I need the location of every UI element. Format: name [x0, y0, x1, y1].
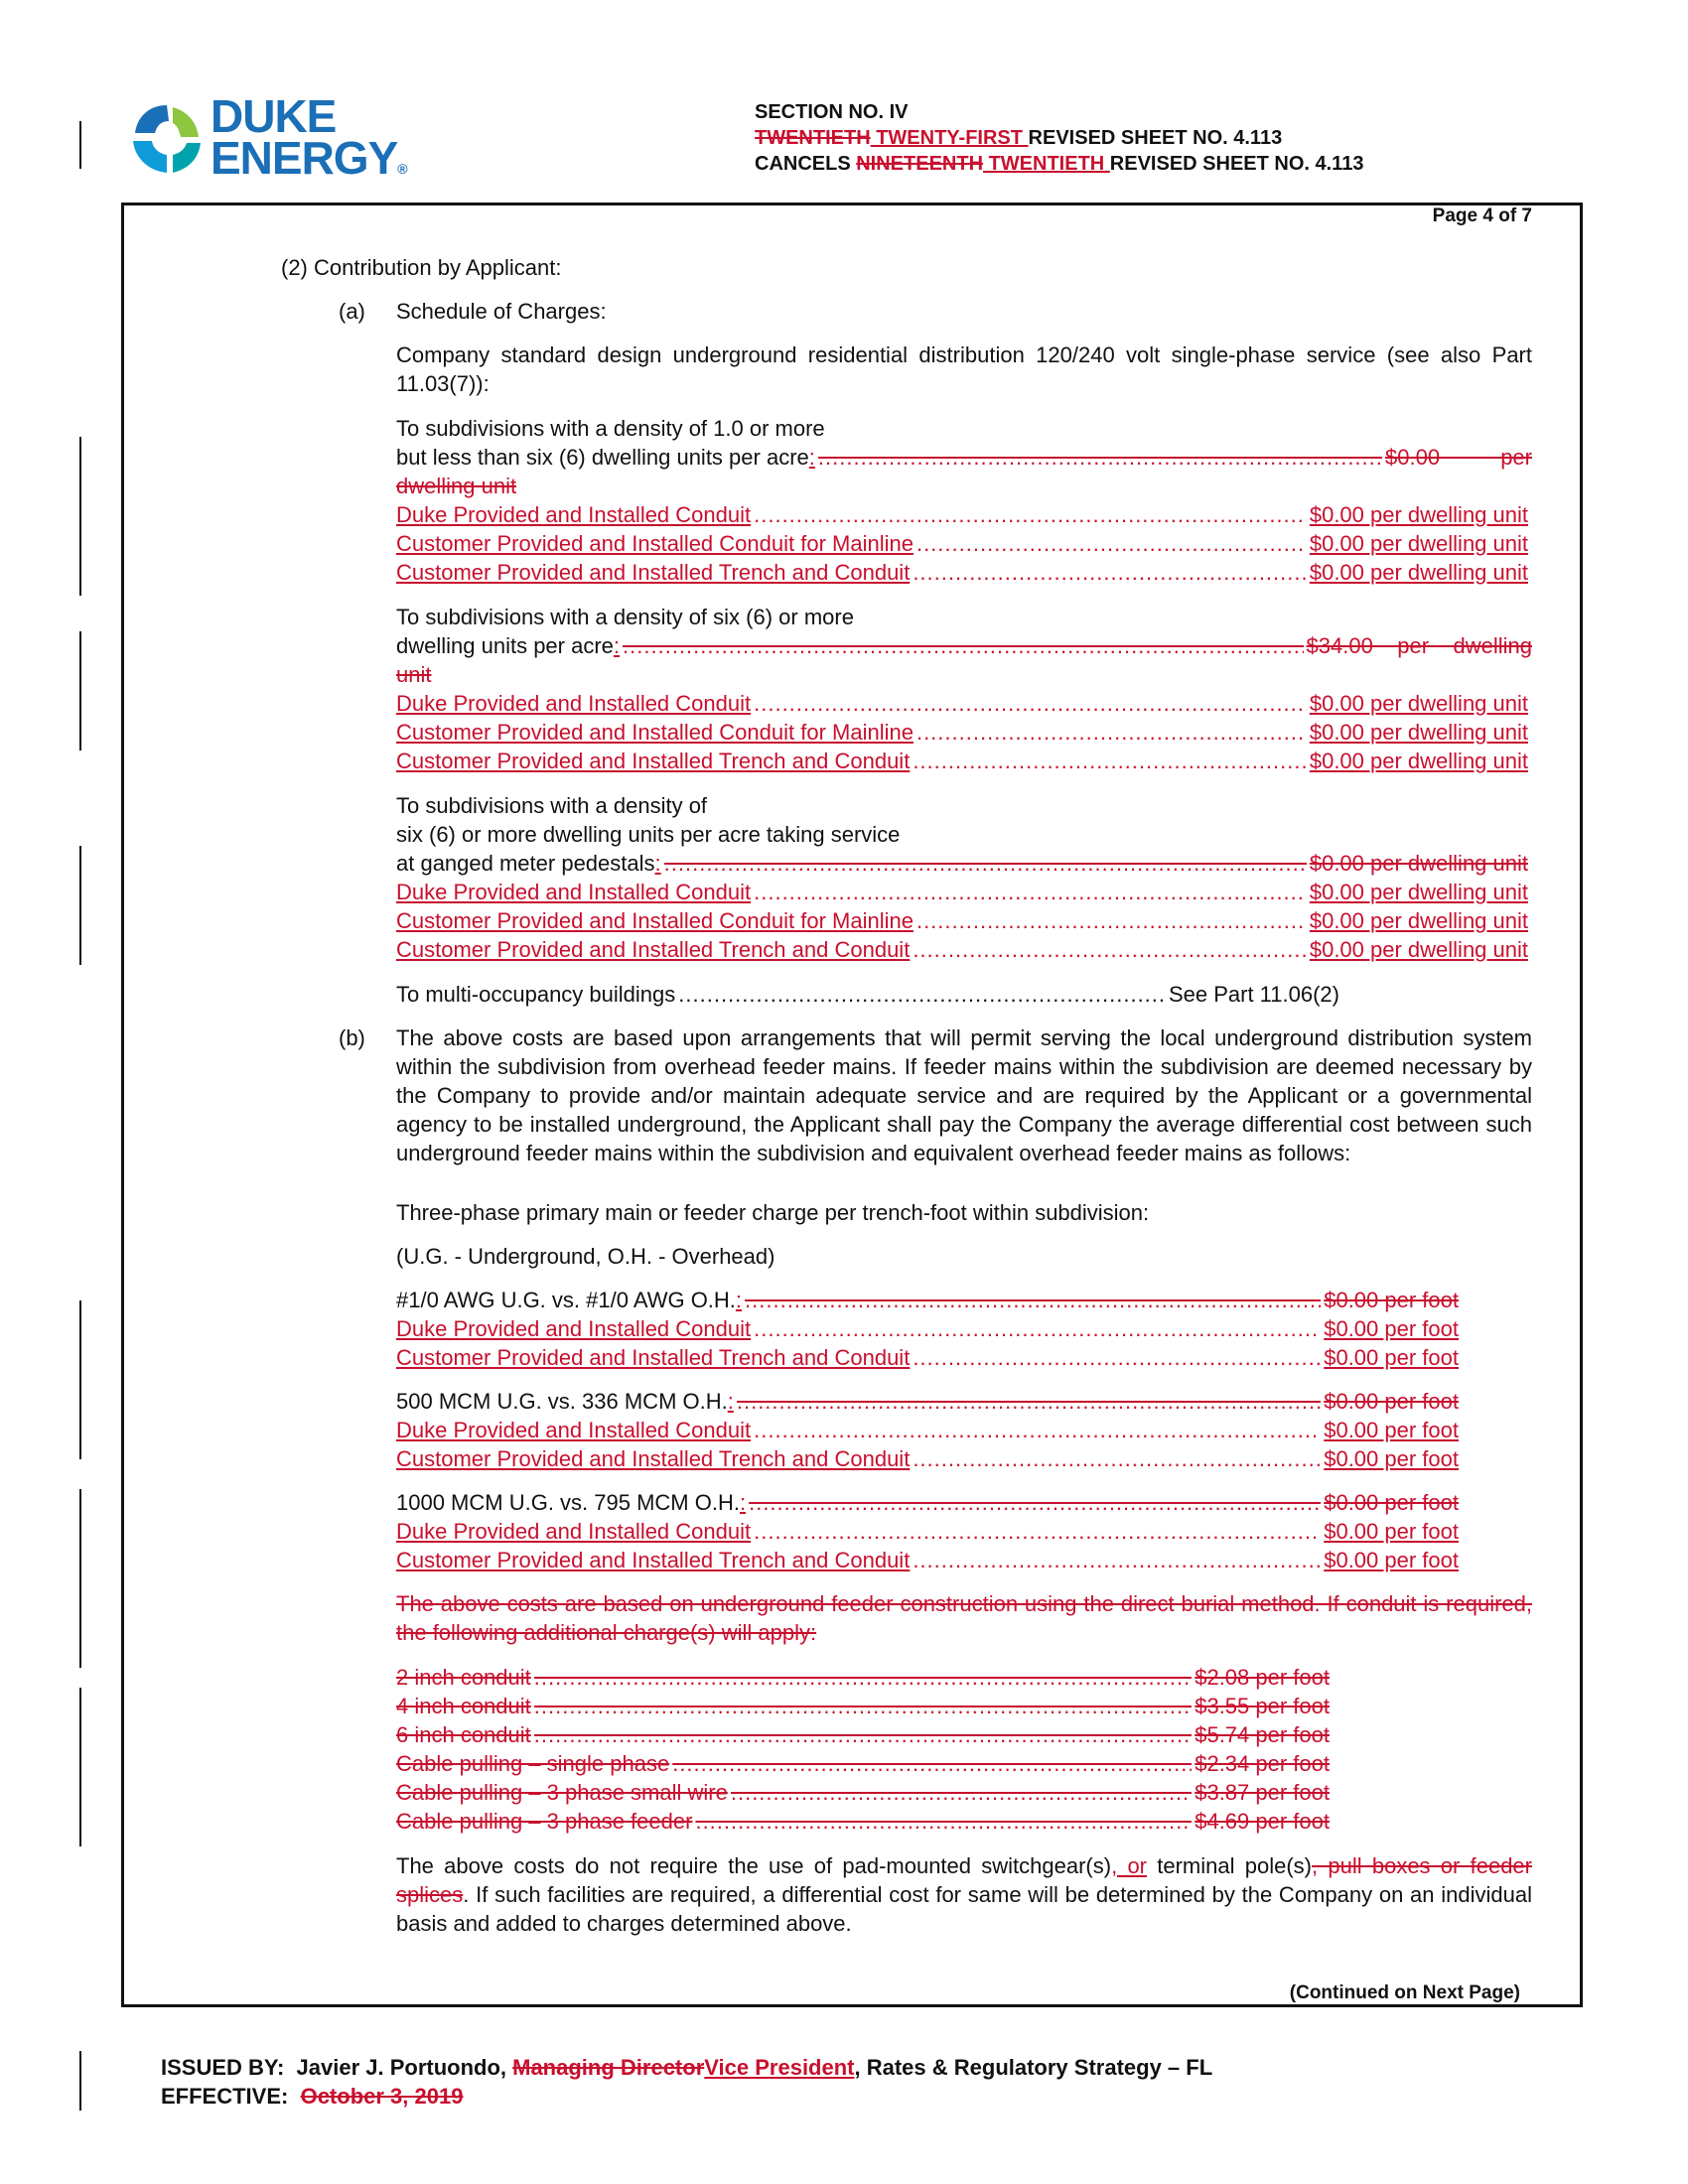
deleted-value: $0.00 per foot — [1324, 1389, 1459, 1414]
f2-row-1 — [396, 1444, 1459, 1473]
cancels-sheet-line — [755, 151, 1363, 177]
leader-dots — [664, 849, 1307, 878]
revised-sheet-line — [755, 125, 1363, 151]
row-value: $0.00 per dwelling unit — [1309, 560, 1528, 585]
leader-dots — [916, 906, 1307, 935]
row-label: 2 inch conduit — [396, 1665, 531, 1690]
row-value: $0.00 per dwelling unit — [1309, 502, 1528, 527]
row-label: 6 inch conduit — [396, 1722, 531, 1747]
deleted-text: TWENTIETH — [755, 127, 871, 149]
leader-dots — [913, 935, 1307, 964]
leader-dots — [913, 1444, 1321, 1473]
g2-row-1 — [396, 718, 1528, 747]
row-value: $0.00 per dwelling unit — [1309, 691, 1528, 716]
f3-deleted-row — [396, 1488, 1459, 1517]
leader-dots — [745, 1286, 1321, 1314]
g2-deleted-row — [396, 631, 1532, 660]
row-label: Duke Provided and Installed Conduit — [396, 502, 752, 527]
effective-label: EFFECTIVE: — [161, 2084, 289, 2109]
inserted-text: : — [808, 445, 815, 470]
row-label: Customer Provided and Installed Conduit for Mainline — [396, 720, 914, 745]
deleted-value: $0.00 per — [1385, 445, 1532, 470]
f1-row-0 — [396, 1314, 1459, 1343]
row-value: See Part 11.06(2) — [1168, 982, 1339, 1007]
para-text: . If such facilities are required, a differential cost for same will be determined by the Company on an individual basis and added to charges determined above. — [396, 1882, 1532, 1936]
sheet-footer — [161, 2053, 1212, 2111]
inserted-text: : — [613, 633, 621, 658]
change-bar — [79, 1489, 81, 1668]
leader-dots — [731, 1778, 1192, 1807]
leader-dots — [754, 1314, 1321, 1343]
f1-row-1 — [396, 1343, 1459, 1372]
conduit-row-0 — [396, 1663, 1330, 1692]
row-label: Cable pulling – single phase — [396, 1751, 670, 1776]
leader-dots — [754, 1517, 1321, 1546]
row-label: Customer Provided and Installed Trench and Conduit — [396, 1345, 911, 1370]
logo-line1: DUKE — [211, 90, 337, 142]
row-label: #1/0 AWG U.G. vs. #1/0 AWG O.H. — [396, 1288, 736, 1312]
f2-row-0 — [396, 1416, 1459, 1444]
row-label: Customer Provided and Installed Conduit for Mainline — [396, 531, 914, 556]
row-value: $0.00 per foot — [1324, 1446, 1459, 1471]
row-value: $0.00 per dwelling unit — [1309, 937, 1528, 962]
row-label: Customer Provided and Installed Trench and Conduit — [396, 1446, 911, 1471]
row-value: $0.00 per dwelling unit — [1309, 749, 1528, 773]
g3-line1: To subdivisions with a density of — [396, 793, 708, 818]
change-bar — [79, 631, 81, 751]
issued-label: ISSUED BY: — [161, 2055, 285, 2080]
row-label: Duke Provided and Installed Conduit — [396, 1519, 752, 1544]
row-label: Customer Provided and Installed Trench and Conduit — [396, 749, 911, 773]
deleted-text: NINETEENTH — [856, 153, 984, 175]
leader-dots — [737, 1387, 1321, 1416]
g1-deleted-row — [396, 443, 1532, 472]
deleted-value: $34.00 per dwelling — [1306, 633, 1532, 658]
row-value: $0.00 per dwelling unit — [1309, 880, 1528, 904]
change-bar — [79, 2051, 81, 2111]
g3-row-0 — [396, 878, 1528, 906]
row-value: $4.69 per foot — [1195, 1809, 1330, 1834]
g1-row-1 — [396, 529, 1528, 558]
row-label: 500 MCM U.G. vs. 336 MCM O.H. — [396, 1389, 728, 1414]
g3-line3: at ganged meter pedestals — [396, 851, 655, 876]
g3-row-2 — [396, 935, 1528, 964]
f3-row-0 — [396, 1517, 1459, 1546]
inserted-text: , or — [1111, 1853, 1147, 1878]
row-label: Duke Provided and Installed Conduit — [396, 1316, 752, 1341]
g3-deleted-row — [396, 849, 1528, 878]
item-b-label: (b) — [339, 1025, 365, 1050]
g2-line1: To subdivisions with a density of six (6) or more — [396, 605, 854, 629]
row-label: Customer Provided and Installed Trench and Conduit — [396, 1548, 911, 1572]
issued-by-line — [161, 2053, 1212, 2082]
row-value: $2.34 per foot — [1195, 1751, 1330, 1776]
leader-dots — [754, 878, 1307, 906]
leader-dots — [534, 1720, 1192, 1749]
conduit-row-4 — [396, 1778, 1330, 1807]
effective-line — [161, 2082, 1212, 2111]
leader-dots — [916, 718, 1307, 747]
deleted-text: October 3, 2019 — [300, 2084, 464, 2109]
leader-dots — [754, 689, 1307, 718]
conduit-row-5 — [396, 1807, 1330, 1836]
inserted-text: Vice President — [704, 2055, 855, 2080]
final-paragraph — [396, 1851, 1532, 1938]
conduit-row-1 — [396, 1692, 1330, 1720]
logo-mark-icon — [127, 99, 207, 179]
logo-line2: ENERGY — [211, 132, 398, 184]
tariff-sheet-box — [121, 203, 1583, 2007]
g1-row-2 — [396, 558, 1528, 587]
row-value: $3.55 per foot — [1195, 1694, 1330, 1718]
row-label: Duke Provided and Installed Conduit — [396, 691, 752, 716]
leader-dots — [913, 1546, 1321, 1574]
sheet-header — [755, 99, 1363, 177]
inserted-text: TWENTY-FIRST — [870, 127, 1029, 149]
row-label: Customer Provided and Installed Conduit for Mainline — [396, 908, 914, 933]
leader-dots — [749, 1488, 1321, 1517]
g3-line2: six (6) or more dwelling units per acre taking service — [396, 822, 901, 847]
change-bar — [79, 846, 81, 965]
leader-dots — [754, 1416, 1321, 1444]
deleted-value: $0.00 per foot — [1324, 1490, 1459, 1515]
row-value: $0.00 per dwelling unit — [1309, 720, 1528, 745]
row-value: $2.08 per foot — [1195, 1665, 1330, 1690]
row-label: Cable pulling – 3 phase feeder — [396, 1809, 693, 1834]
g1-line1: To subdivisions with a density of 1.0 or more — [396, 416, 825, 441]
f3-row-1 — [396, 1546, 1459, 1574]
leader-dots — [818, 443, 1382, 472]
sheet-text: REVISED SHEET NO. 4.113 — [1109, 153, 1364, 175]
g3-row-1 — [396, 906, 1528, 935]
sheet-text: REVISED SHEET NO. 4.113 — [1028, 127, 1283, 149]
leader-dots — [913, 1343, 1321, 1372]
leader-dots — [534, 1692, 1192, 1720]
deleted-value: $0.00 per dwelling unit — [1309, 851, 1528, 876]
f1-deleted-row — [396, 1286, 1459, 1314]
inserted-text: : — [654, 851, 661, 876]
row-value: $0.00 per foot — [1324, 1548, 1459, 1572]
leader-dots — [916, 529, 1307, 558]
three-phase-line: Three-phase primary main or feeder charge per trench-foot within subdivision: — [396, 1200, 1150, 1225]
sheet-text: CANCELS — [755, 153, 857, 175]
g1-deleted-wrap: dwelling unit — [396, 474, 517, 498]
intro-paragraph: Company standard design underground residential distribution 120/240 volt single-phase service (see also Part 11.03(7)): — [396, 342, 1532, 396]
conduit-row-2 — [396, 1720, 1330, 1749]
item-b-paragraph: The above costs are based upon arrangements that will permit serving the local underground distribution system within the subdivision from overhead feeder mains. If feeder mains within the subdivision are deemed necessary by the Company to provide and/or maintain adequate service and are required by the Applicant or a governmental agency to be installed underground, the Applicant shall pay the Company the average differential cost between such underground feeder mains within the subdivision and equivalent overhead feeder mains as follows: — [396, 1025, 1532, 1165]
deleted-text: Managing Director — [512, 2055, 705, 2080]
inserted-text: : — [727, 1389, 734, 1414]
issuer-name: Javier J. Portuondo, — [296, 2055, 513, 2080]
g1-row-0 — [396, 500, 1528, 529]
g1-line2: but less than six (6) dwelling units per acre — [396, 445, 809, 470]
para-text: terminal pole(s) — [1147, 1853, 1312, 1878]
change-bar — [79, 121, 81, 169]
issuer-title: , Rates & Regulatory Strategy – FL — [854, 2055, 1213, 2080]
logo-wordmark — [211, 90, 407, 190]
row-value: $0.00 per dwelling unit — [1309, 531, 1528, 556]
item-2-heading: (2) Contribution by Applicant: — [281, 255, 562, 280]
leader-dots — [672, 1749, 1192, 1778]
row-value: $0.00 per foot — [1324, 1519, 1459, 1544]
row-label: Cable pulling – 3 phase small wire — [396, 1780, 728, 1805]
row-value: $5.74 per foot — [1195, 1722, 1330, 1747]
leader-dots — [534, 1663, 1192, 1692]
item-a-label: (a) — [339, 299, 365, 324]
row-label: 4 inch conduit — [396, 1694, 531, 1718]
page-number: Page 4 of 7 — [1432, 205, 1532, 226]
deleted-text: , pull boxes or feeder splices — [396, 1853, 1532, 1907]
inserted-text: : — [735, 1288, 743, 1312]
row-value: $0.00 per dwelling unit — [1309, 908, 1528, 933]
leader-dots — [754, 500, 1307, 529]
continued-note: (Continued on Next Page) — [1289, 1982, 1520, 2003]
row-label: To multi-occupancy buildings — [396, 982, 676, 1007]
inserted-text: : — [739, 1490, 747, 1515]
para-text: The above costs do not require the use of pad-mounted switchgear(s) — [396, 1853, 1112, 1878]
leader-dots — [623, 631, 1303, 660]
row-value: $0.00 per foot — [1324, 1316, 1459, 1341]
g2-row-0 — [396, 689, 1528, 718]
change-bar — [79, 437, 81, 596]
row-value: $0.00 per foot — [1324, 1345, 1459, 1370]
row-label: Duke Provided and Installed Conduit — [396, 1418, 752, 1442]
inserted-text: TWENTIETH — [983, 153, 1110, 175]
row-label: Duke Provided and Installed Conduit — [396, 880, 752, 904]
row-label: 1000 MCM U.G. vs. 795 MCM O.H. — [396, 1490, 740, 1515]
multi-occupancy-row — [396, 980, 1339, 1009]
leader-dots — [678, 980, 1166, 1009]
duke-energy-logo — [127, 90, 407, 187]
leader-dots — [913, 747, 1307, 775]
deleted-value: $0.00 per foot — [1324, 1288, 1459, 1312]
g2-deleted-wrap: unit — [396, 662, 432, 687]
item-a-title: Schedule of Charges: — [396, 299, 607, 324]
leader-dots — [695, 1807, 1192, 1836]
conduit-row-3 — [396, 1749, 1330, 1778]
row-label: Customer Provided and Installed Trench and Conduit — [396, 560, 911, 585]
change-bar — [79, 1688, 81, 1846]
section-number: SECTION NO. IV — [755, 101, 909, 123]
row-value: $0.00 per foot — [1324, 1418, 1459, 1442]
f2-deleted-row — [396, 1387, 1459, 1416]
row-value: $3.87 per foot — [1195, 1780, 1330, 1805]
leader-dots — [913, 558, 1307, 587]
g2-line2: dwelling units per acre — [396, 633, 614, 658]
ug-oh-legend: (U.G. - Underground, O.H. - Overhead) — [396, 1244, 775, 1269]
logo-registered: ® — [397, 161, 407, 177]
change-bar — [79, 1300, 81, 1459]
row-label: Customer Provided and Installed Trench and Conduit — [396, 937, 911, 962]
direct-burial-deleted-paragraph: The above costs are based on underground feeder construction using the direct burial method. If conduit is required, the following additional charge(s) will apply: — [396, 1591, 1532, 1645]
g2-row-2 — [396, 747, 1528, 775]
